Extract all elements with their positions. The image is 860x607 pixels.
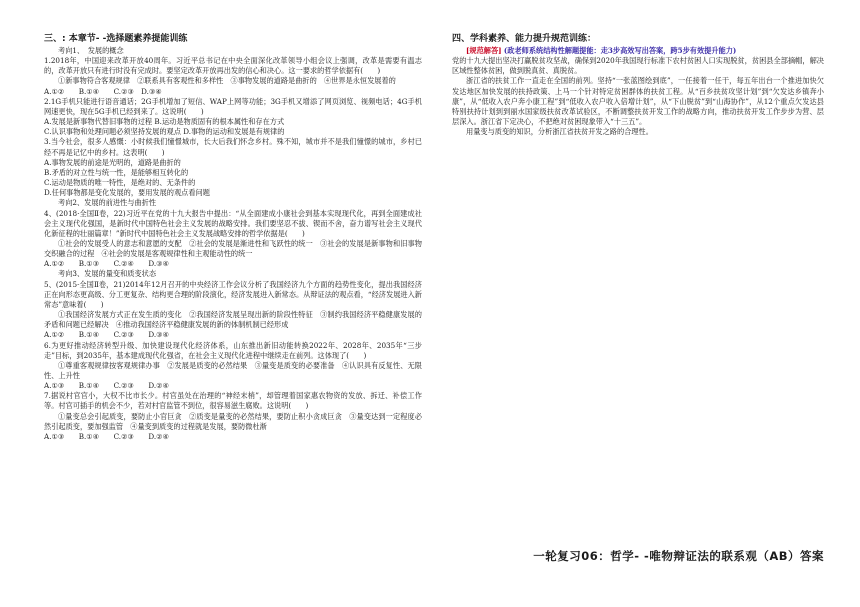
document-footer-title: 一轮复习06：哲学- -唯物辩证法的联系观（AB）答案: [533, 549, 824, 563]
material-paragraph-1: 党的十九大提出坚决打赢脱贫攻坚战，确保到2020年我国现行标准下农村贫困人口实现脱贫，贫困县全部摘帽，解决区域性整体贫困，做到脱真贫、真脱贫。: [452, 56, 824, 76]
question-line: 1.2018年，中国迎来改革开放40周年。习近平总书记在中央全面深化改革领导小组会议上强调，改革是需要有温志的，改革开放只有进行时没有完成时。要坚定改革开放再出发的信心和决心。这一要求的哲学依据有( ): [44, 56, 422, 76]
question-line: A.事物发展的前途是光明的，道路是曲折的: [44, 157, 181, 167]
section-three-title: 三、: 本章节- -选择题素养提能训练: [44, 34, 188, 44]
question-prompt: 用量变与质变的知识，分析浙江省扶贫开发之路的合理性。: [466, 127, 653, 137]
question-line: ①尊重客观规律按客观规律办事 ②发展是质变的必然结果 ③量变是质变的必要准备 ④认识具有反复性、无限性、上升性: [44, 360, 422, 380]
answer-options: A.①② B.①③ C.②④ D.③④: [44, 259, 170, 269]
question-line: 3.当今社会，很多人感慨：小时候我们憧憬城市，长大后我们怀念乡村。殊不知，城市并不是我们憧憬的城市，乡村已经不再是记忆中的乡村。这表明( ): [44, 137, 422, 157]
question-line: 5、(2015·全国Ⅱ卷，21)2014年12月召开的中央经济工作会议分析了我国经济九个方面的趋势性变化，提出我国经济正在向形态更高级、分工更复杂、结构更合理的阶段演化，经济发展进入新常态。从辩证法的观点看，“经济发展进入新常态”意味着( ): [44, 279, 422, 309]
question-line: 考向2、发展的前进性与曲折性: [58, 198, 157, 208]
answer-options: A.①③ B.①④ C.②③ D.②④: [44, 431, 170, 441]
question-line: ①社会的发展受人的意志和意愿的支配 ②社会的发展是渐进性和飞跃性的统一 ③社会的发展是新事物和旧事物交织融合的过程 ④社会的发展是客观规律性和主观能动性的统一: [44, 238, 422, 259]
answer-options: A.①② B.①④ C.②③ D.③④: [44, 330, 170, 340]
question-line: 7.据说村官官小，大权不比市长少。村官虽处在治理的“神经末梢”，却管理着国家惠农物资的发放、拆迁、补偿工作等。村官可插手的机会不少，若对村官监管不到位，很容易滋生腐败。这说明( ): [44, 391, 422, 411]
question-line: 4、(2018·全国Ⅱ卷，22)习近平在党的十九大报告中提出：“从全面建成小康社会到基本实现现代化，再到全面建成社会主义现代化强国，是新时代中国特色社会主义发展的战略安排。我们要坚忍不拔、锲而不舍，奋力谱写社会主义现代化新征程的壮丽篇章！”新时代中国特色社会主义发展战略安排的哲学依据是( ): [44, 208, 422, 238]
question-line: 考向3、发展的量变和质变状态: [58, 269, 157, 279]
question-line: C.认识事物和处理问题必须坚持发展的观点 D.事物的运动和发展是有规律的: [44, 127, 285, 137]
answer-options: A.①③ B.①④ C.②③ D.②④: [44, 381, 170, 391]
question-list: [44, 46, 422, 442]
answer-options: A.①② B.①④ C.②③ D.③④: [44, 86, 162, 96]
material-paragraph-2: 浙江省的扶贫工作一直走在全国的前列。坚持“一张蓝图绘到底”，一任接着一任干，每五年出台一个推进加快欠发达地区加快发展的扶持政策、上马一个针对特定贫困群体的扶贫工程。从“百乡扶贫攻坚计划”到“欠发达乡镇奔小康”，从“低收入农户奔小康工程”到“低收入农户收入倍增计划”，从“下山脱贫”到“山海协作”，从12个重点欠发达县特别扶持计划到到丽水国家级扶贫改革试验区，不断调整扶贫开发工作的战略方向，推动扶贫开发工作步步为营、层层深入。浙江省下定决心，不把绝对贫困现象带入“十三五”。: [452, 76, 824, 127]
section-four-title: 四、学科素养、能力提升规范训练：: [452, 34, 597, 44]
question-line: ①我国经济发展方式正在发生质的变化 ②我国经济发展呈现出新的阶段性特征 ③制约我国经济平稳健康发展的矛盾和问题已经解决 ④推动我国经济平稳健康发展的新的体制机制已经形成: [44, 310, 422, 330]
question-line: A.发展是新事物代替旧事物的过程 B.运动是物质固有的根本属性和存在方式: [44, 117, 285, 127]
question-line: 6.为更好推动经济转型升级、加快建设现代化经济体系，山东推出新旧动能转换2022年、2028年、2035年“三步走”目标，到2035年，基本建成现代化强省，在社会主义现代化进程中继续走在前列。这体现了( ): [44, 340, 422, 360]
question-line: C.运动是物质的唯一特性，是绝对的、无条件的: [44, 178, 196, 188]
answer-method-note: (政老师系统结构性解题提能：走3步高效写出答案，跨5步有效提升能力): [503, 46, 737, 55]
question-line: 2.1G手机只能进行语音通话；2G手机增加了短信、WAP上网等功能；3G手机又增添了网页浏览、视频电话；4G手机网速更快，现在5G手机已经到来了。这说明( ): [44, 96, 422, 116]
right-column: [452, 34, 824, 137]
question-line: 考向1、 发展的概念: [58, 46, 124, 55]
question-line: ①新事物符合客观规律 ②联系具有客观性和多样性 ③事物发展的道路是曲折的 ④世界是永恒发展着的: [58, 76, 396, 86]
answer-note: [452, 46, 824, 56]
left-column: [44, 34, 422, 442]
question-line: ①量变总会引起质变，要防止小官巨贪 ②质变是量变的必然结果，要防止积小贪成巨贪 ③量变达到一定程度必然引起质变，要加强监管 ④量变到质变的过程就是发展，要防微杜渐: [44, 411, 422, 431]
question-line: B.矛盾的对立性与统一性，是能够相互转化的: [44, 167, 189, 177]
question-line: D.任何事物都是变化发展的，要用发展的观点看问题: [44, 188, 210, 198]
answer-bracket-label: [规范解答]: [466, 46, 502, 55]
